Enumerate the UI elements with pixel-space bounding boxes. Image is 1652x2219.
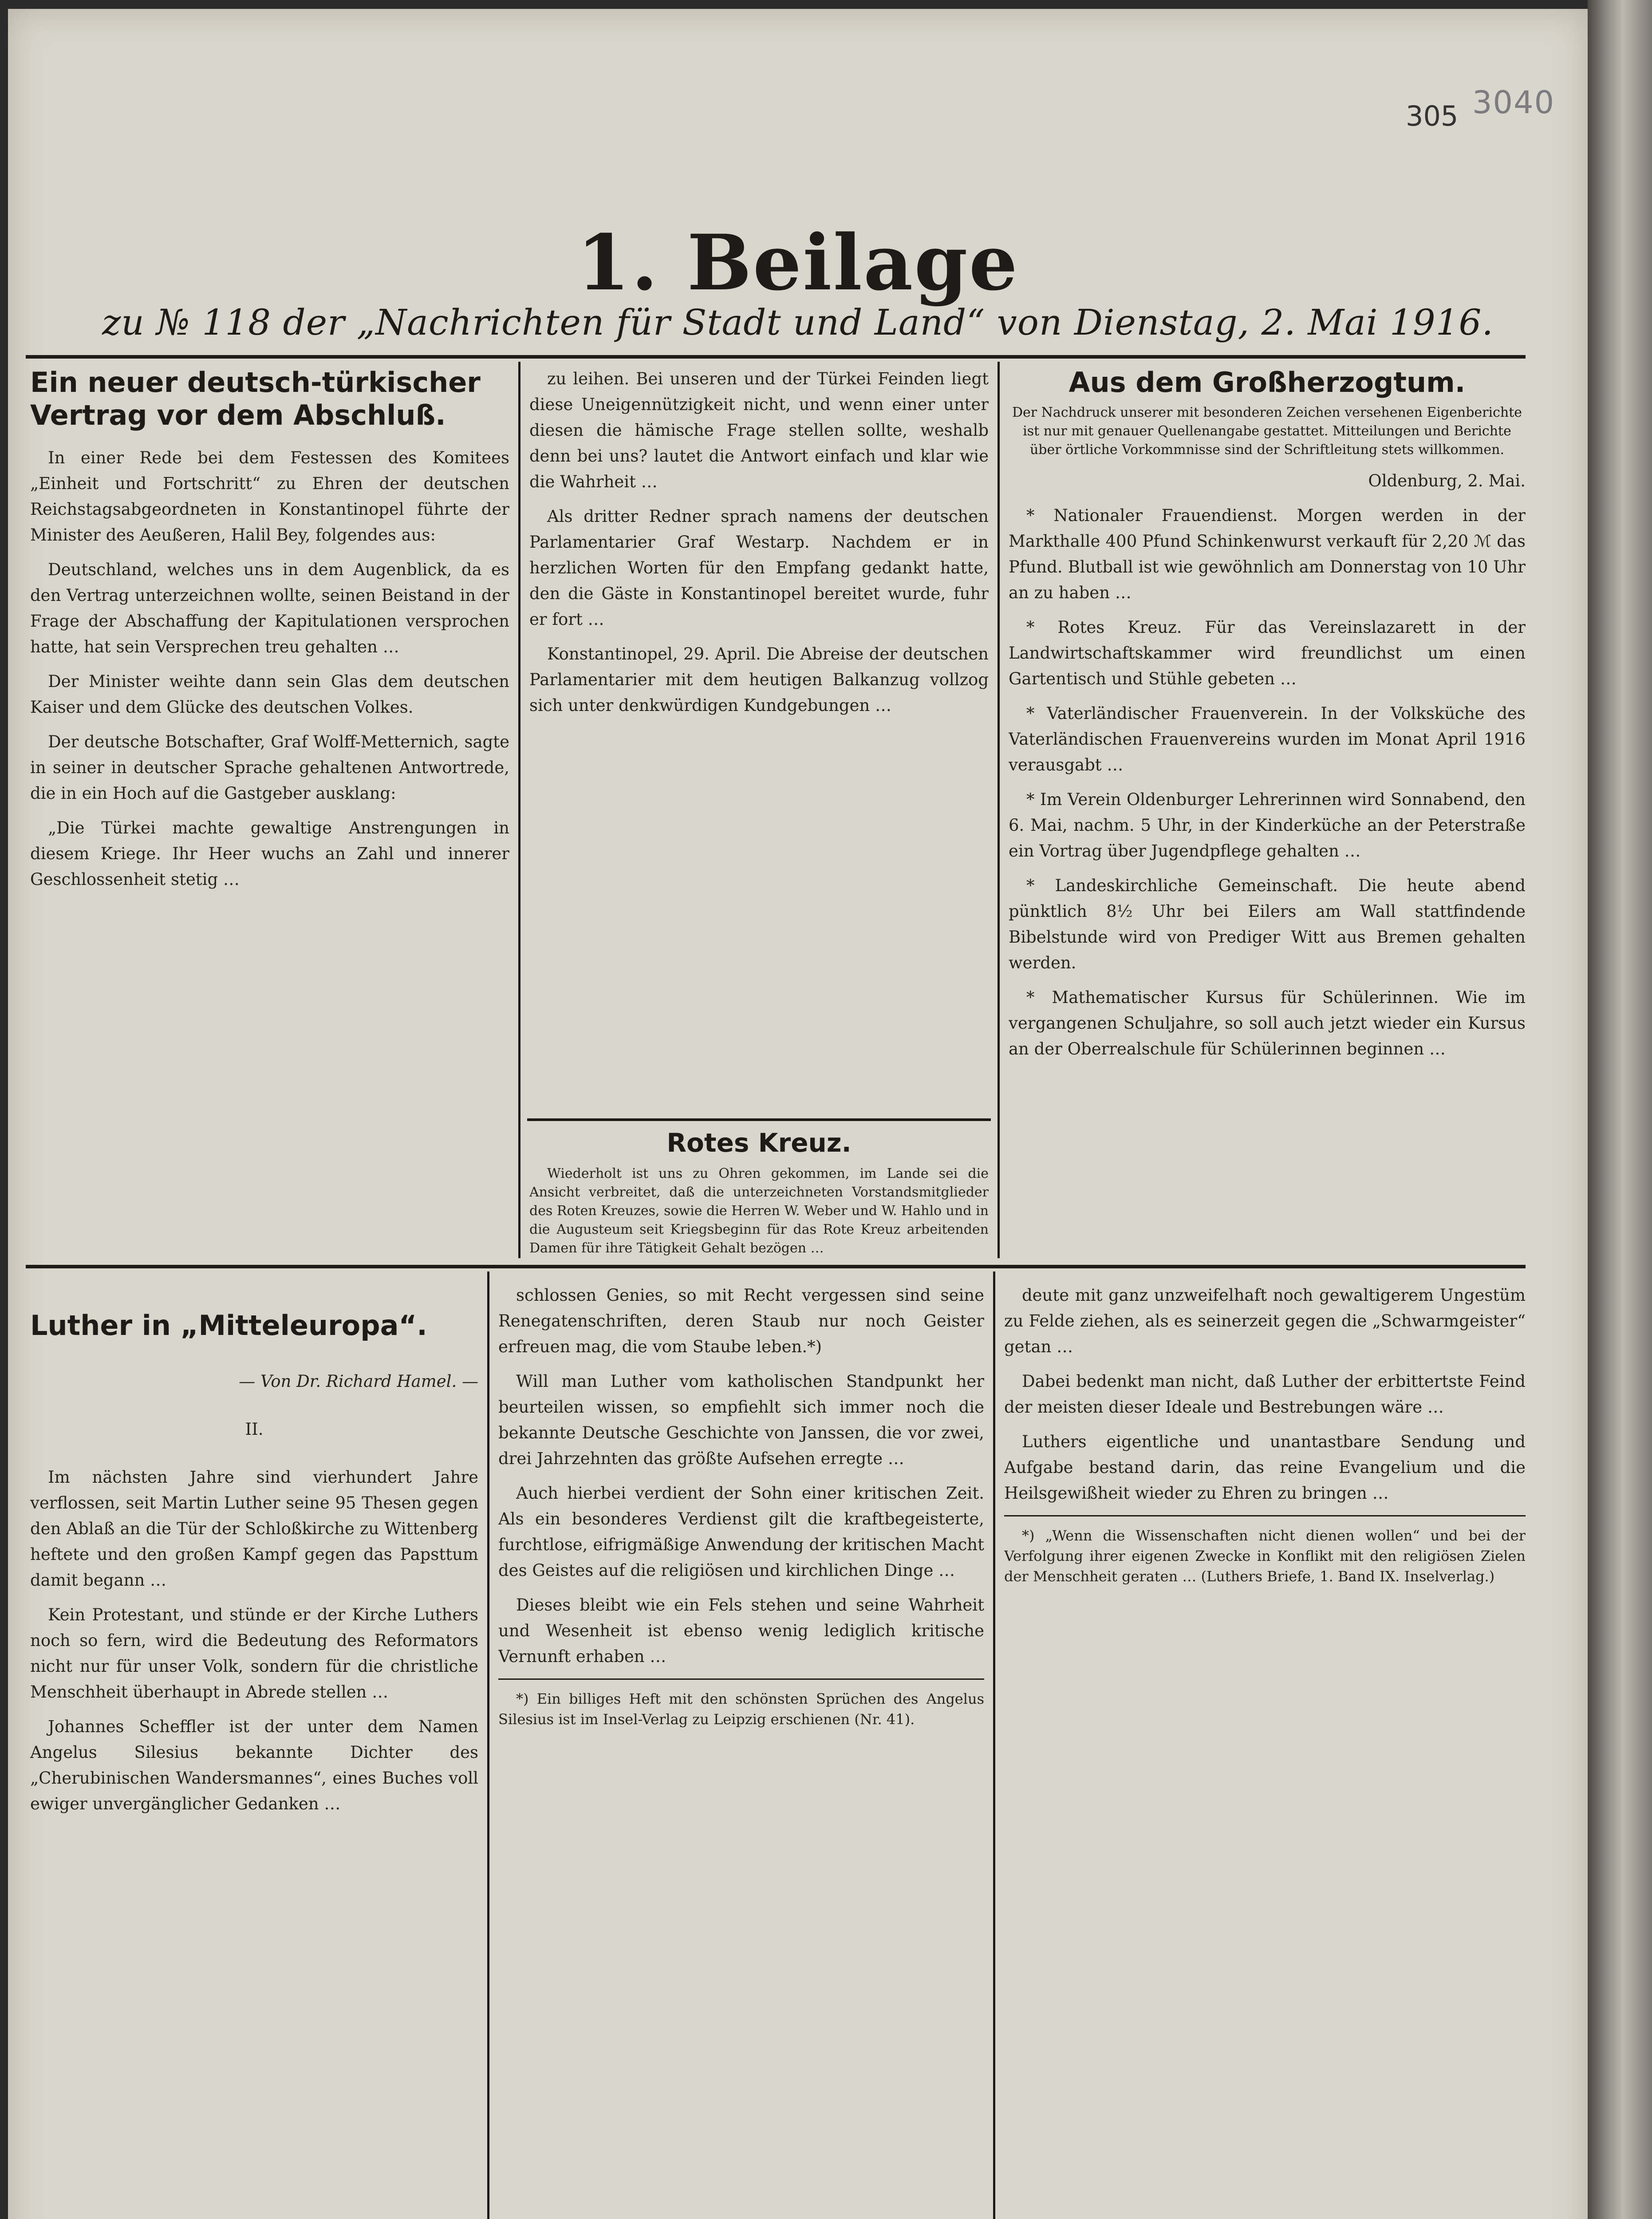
article-paragraph: „Die Türkei machte gewaltige Anstrengungen in diesem Kriege. Ihr Heer wuchs an Zahl und innerer Geschlossenheit stetig … bbox=[30, 818, 509, 889]
article-heading: Aus dem Großherzogtum. bbox=[1068, 366, 1466, 399]
pencil-annotation: 3040 bbox=[1472, 84, 1555, 121]
column-divider bbox=[993, 1271, 995, 2219]
masthead-rule bbox=[26, 355, 1526, 359]
article-paragraph: * Landeskirchliche Gemeinschaft. Die heute abend pünktlich 8½ Uhr bei Eilers am Wall stattfindende Bibelstunde wird von Prediger Witt aus Bremen gehalten werden. bbox=[1009, 876, 1526, 972]
supplement-title: 1. Beilage bbox=[576, 217, 1019, 308]
column-divider bbox=[487, 1271, 489, 2219]
article-paragraph: Der deutsche Botschafter, Graf Wolff-Metternich, sagte in seiner in deutscher Sprache gehaltenen Antwortrede, die in ein Hoch auf die Gastgeber ausklang: bbox=[30, 732, 509, 803]
footnote: *) „Wenn die Wissenschaften nicht dienen wollen“ und bei der Verfolgung ihrer eigenen Zwecke in Konflikt mit den religiösen Zielen der Menschheit geraten … (Luthers Briefe, 1. Band IX. Inselverlag.) bbox=[1004, 1515, 1526, 1587]
column-divider bbox=[998, 362, 1000, 1258]
article-paragraph: Dieses bleibt wie ein Fels stehen und seine Wahrheit und Wesenheit ist ebenso wenig lediglich kritische Vernunft erhaben … bbox=[498, 1595, 984, 1666]
section-number: II. bbox=[245, 1420, 264, 1439]
article-author: — Von Dr. Richard Hamel. — bbox=[239, 1372, 478, 1391]
issue-line: zu № 118 der „Nachrichten für Stadt und Land“ von Dienstag, 2. Mai 1916. bbox=[102, 302, 1494, 343]
article-grand-duchy bbox=[1009, 366, 1526, 1254]
article-luther-left bbox=[30, 1283, 478, 2219]
article-paragraph: Auch hierbei verdient der Sohn einer kritischen Zeit. Als ein besonderes Verdienst gilt die kraftbegeisterte, furchtlose, eifrigmäßige Anwendung der kritischen Macht des Geistes auf die religiösen und kirchlichen Dinge … bbox=[498, 1484, 984, 1580]
article-paragraph: Kein Protestant, und stünde er der Kirche Luthers noch so fern, wird die Bedeutung des Reformators nicht nur für unser Volk, sondern für die christliche Menschheit überhaupt in Abrede stellen … bbox=[30, 1605, 478, 1702]
section-rule bbox=[527, 1118, 991, 1121]
article-red-cross bbox=[529, 1127, 989, 1256]
article-turkey-treaty bbox=[30, 366, 509, 1254]
article-paragraph: * Rotes Kreuz. Für das Vereinslazarett in der Landwirtschaftskammer wird freundlichst um einen Gartentisch und Stühle gebeten … bbox=[1009, 618, 1526, 688]
article-turkey-continuation bbox=[529, 366, 989, 1112]
article-paragraph: * Mathematischer Kursus für Schülerinnen. Wie im vergangenen Schuljahre, so soll auch jetzt wieder ein Kursus an der Oberrealschule für Schülerinnen beginnen … bbox=[1009, 988, 1526, 1058]
article-paragraph: Im nächsten Jahre sind vierhundert Jahre verflossen, seit Martin Luther seine 95 Thesen gegen den Ablaß an die Tür der Schloßkirche zu Wittenberg heftete und den großen Kampf gegen das Papsttum damit begann … bbox=[30, 1468, 478, 1590]
column-divider bbox=[518, 362, 520, 1258]
article-paragraph: deute mit ganz unzweifelhaft noch gewaltigerem Ungestüm zu Felde ziehen, als es seinerzeit gegen die „Schwarmgeister“ getan … bbox=[1004, 1286, 1526, 1356]
page-number: 305 bbox=[1406, 100, 1459, 132]
article-paragraph: zu leihen. Bei unseren und der Türkei Feinden liegt diese Uneigennützigkeit nicht, und wenn einer unter diesen die hämische Frage stellen sollte, weshalb denn bei uns? lautet die Antwort einfach und klar wie die Wahrheit … bbox=[529, 369, 989, 491]
article-heading: Rotes Kreuz. bbox=[666, 1128, 852, 1158]
book-spine bbox=[1588, 0, 1652, 2219]
article-paragraph: Johannes Scheffler ist der unter dem Namen Angelus Silesius bekannte Dichter des „Cherubinischen Wandersmannes“, eines Buches voll ewiger unvergänglicher Gedanken … bbox=[30, 1717, 478, 1813]
dateline: Oldenburg, 2. Mai. bbox=[1368, 471, 1526, 490]
article-paragraph: Als dritter Redner sprach namens der deutschen Parlamentarier Graf Westarp. Nachdem er in herzlichen Worten für den Empfang gedankt hatte, den die Gäste in Konstantinopel bereitet wurde, fuhr er fort … bbox=[529, 507, 989, 629]
newspaper-page bbox=[8, 9, 1588, 2219]
article-luther-middle bbox=[498, 1283, 984, 2219]
footnote: *) Ein billiges Heft mit den schönsten Sprüchen des Angelus Silesius ist im Insel-Verlag zu Leipzig erschienen (Nr. 41). bbox=[498, 1678, 984, 1729]
article-paragraph: schlossen Genies, so mit Recht vergessen sind seine Renegatenschriften, deren Staub nur noch Geister erfreuen mag, die vom Staube leben.*) bbox=[498, 1286, 984, 1356]
article-paragraph: Der Minister weihte dann sein Glas dem deutschen Kaiser und dem Glücke des deutschen Volkes. bbox=[30, 672, 509, 717]
section-rule bbox=[26, 1265, 1526, 1268]
article-paragraph: Wiederholt ist uns zu Ohren gekommen, im Lande sei die Ansicht verbreitet, daß die unterzeichneten Vorstandsmitglieder des Roten Kreuzes, sowie die Herren W. Weber und W. Hahlo und in die Augusteum seit Kriegsbeginn für das Rote Kreuz arbeitenden Damen für ihre Tätigkeit Gehalt bezögen … bbox=[529, 1166, 989, 1256]
article-paragraph: In einer Rede bei dem Festessen des Komitees „Einheit und Fortschritt“ zu Ehren der deutschen Reichstagsabgeordneten in Konstantinopel führte der Minister des Aeußeren, Halil Bey, folgendes aus: bbox=[30, 448, 509, 545]
article-paragraph: Dabei bedenkt man nicht, daß Luther der erbittertste Feind der meisten dieser Ideale und Bestrebungen wäre … bbox=[1004, 1372, 1526, 1417]
article-paragraph: Deutschland, welches uns in dem Augenblick, da es den Vertrag unterzeichnen wollte, seinen Beistand in der Frage der Abschaffung der Kapitulationen versprochen hatte, hat sein Versprechen treu gehalten … bbox=[30, 560, 509, 656]
article-luther-right bbox=[1004, 1283, 1526, 2219]
article-paragraph: Konstantinopel, 29. April. Die Abreise der deutschen Parlamentarier mit dem heutigen Balkanzug vollzog sich unter denkwürdigen Kundgebungen … bbox=[529, 644, 989, 715]
article-paragraph: Will man Luther vom katholischen Standpunkt her beurteilen wissen, so empfiehlt sich immer noch die bekannte Deutsche Geschichte von Janssen, die vor zwei, drei Jahrzehnten das größte Aufsehen erregte … bbox=[498, 1372, 984, 1468]
article-paragraph: * Nationaler Frauendienst. Morgen werden in der Markthalle 400 Pfund Schinkenwurst verkauft für 2,20 ℳ das Pfund. Blutball ist wie gewöhnlich am Donnerstag von 10 Uhr an zu haben … bbox=[1009, 506, 1526, 602]
article-heading: Ein neuer deutsch-türkischer Vertrag vor dem Abschluß. bbox=[30, 366, 481, 431]
article-heading: Luther in „Mitteleuropa“. bbox=[30, 1309, 427, 1342]
reprint-note: Der Nachdruck unserer mit besonderen Zeichen versehenen Eigenberichte ist nur mit genauer Quellenangabe gestattet. Mitteilungen und Berichte über örtliche Vorkommnisse sind der Schriftleitung stets willkommen. bbox=[1012, 405, 1522, 458]
article-paragraph: * Vaterländischer Frauenverein. In der Volksküche des Vaterländischen Frauenvereins wurden im Monat April 1916 verausgabt … bbox=[1009, 704, 1526, 774]
article-paragraph: Luthers eigentliche und unantastbare Sendung und Aufgabe bestand darin, das reine Evangelium und die Heilsgewißheit wieder zu Ehren zu bringen … bbox=[1004, 1432, 1526, 1503]
article-paragraph: * Im Verein Oldenburger Lehrerinnen wird Sonnabend, den 6. Mai, nachm. 5 Uhr, in der Kinderküche an der Peterstraße ein Vortrag über Jugendpflege gehalten … bbox=[1009, 790, 1526, 861]
